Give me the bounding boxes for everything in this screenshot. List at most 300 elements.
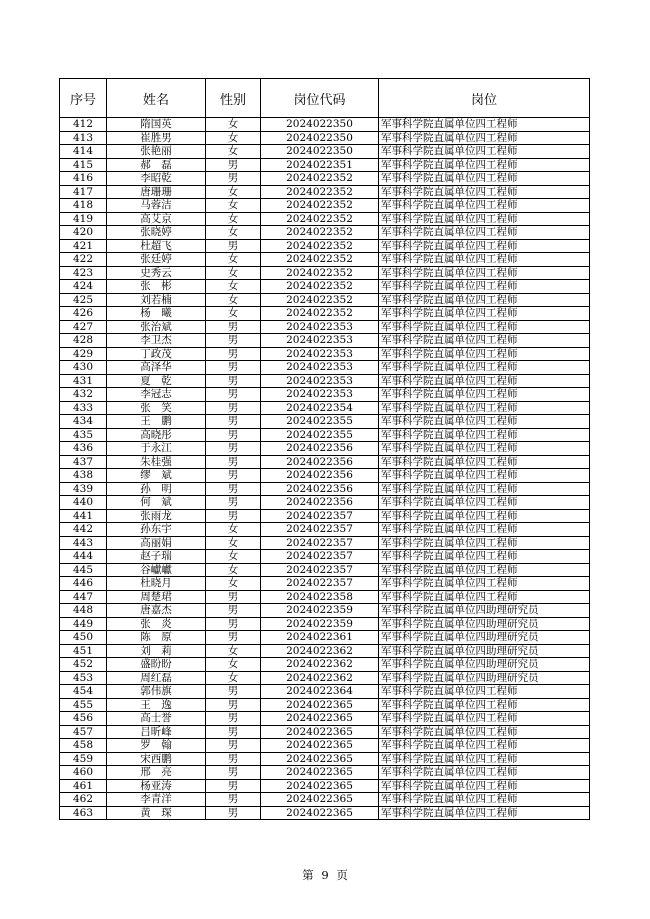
table-row <box>60 118 590 132</box>
table-row <box>60 428 590 442</box>
cell-post-code: 2024022353 <box>261 361 379 375</box>
cell-name: 张晓婷 <box>107 226 206 240</box>
cell-name: 邢 亮 <box>107 766 206 780</box>
cell-name: 盛盼盼 <box>107 658 206 672</box>
cell-name: 郭伟旗 <box>107 685 206 699</box>
table-row <box>60 806 590 820</box>
cell-post: 军事科学院直属单位四工程师 <box>379 766 590 780</box>
cell-serial: 454 <box>60 685 107 699</box>
cell-post-code: 2024022356 <box>261 442 379 456</box>
cell-post-code: 2024022357 <box>261 550 379 564</box>
cell-post: 军事科学院直属单位四工程师 <box>379 347 590 361</box>
table-row <box>60 226 590 240</box>
cell-post-code: 2024022352 <box>261 293 379 307</box>
cell-name: 张 笑 <box>107 401 206 415</box>
cell-post-code: 2024022355 <box>261 428 379 442</box>
cell-name: 王 逸 <box>107 698 206 712</box>
cell-post: 军事科学院直属单位四工程师 <box>379 779 590 793</box>
cell-name: 隋国英 <box>107 118 206 132</box>
table-row <box>60 712 590 726</box>
table-row <box>60 145 590 159</box>
table-row <box>60 644 590 658</box>
table-row <box>60 334 590 348</box>
cell-name: 李冠志 <box>107 388 206 402</box>
cell-post-code: 2024022362 <box>261 644 379 658</box>
cell-post: 军事科学院直属单位四工程师 <box>379 428 590 442</box>
cell-name: 缪 斌 <box>107 469 206 483</box>
cell-serial: 445 <box>60 563 107 577</box>
header-post-code: 岗位代码 <box>261 79 379 118</box>
cell-gender: 男 <box>206 388 261 402</box>
cell-serial: 419 <box>60 212 107 226</box>
cell-name: 张 炎 <box>107 617 206 631</box>
cell-serial: 414 <box>60 145 107 159</box>
roster-table <box>59 78 590 820</box>
cell-serial: 433 <box>60 401 107 415</box>
table-row <box>60 280 590 294</box>
page-prefix: 第 <box>302 868 314 882</box>
table-row <box>60 550 590 564</box>
cell-gender: 女 <box>206 226 261 240</box>
cell-post-code: 2024022357 <box>261 577 379 591</box>
cell-post-code: 2024022353 <box>261 388 379 402</box>
cell-post: 军事科学院直属单位四工程师 <box>379 172 590 186</box>
table-row <box>60 577 590 591</box>
cell-serial: 435 <box>60 428 107 442</box>
cell-post-code: 2024022358 <box>261 590 379 604</box>
header-serial: 序号 <box>60 79 107 118</box>
cell-name: 谷巘巘 <box>107 563 206 577</box>
cell-gender: 男 <box>206 374 261 388</box>
table-row <box>60 739 590 753</box>
cell-name: 赵子瑞 <box>107 550 206 564</box>
cell-serial: 453 <box>60 671 107 685</box>
table-row <box>60 293 590 307</box>
cell-post: 军事科学院直属单位四工程师 <box>379 469 590 483</box>
cell-gender: 女 <box>206 536 261 550</box>
cell-post-code: 2024022365 <box>261 752 379 766</box>
cell-post-code: 2024022365 <box>261 806 379 820</box>
cell-serial: 428 <box>60 334 107 348</box>
cell-serial: 458 <box>60 739 107 753</box>
cell-post: 军事科学院直属单位四工程师 <box>379 266 590 280</box>
cell-name: 刘 莉 <box>107 644 206 658</box>
cell-serial: 442 <box>60 523 107 537</box>
cell-name: 张 彬 <box>107 280 206 294</box>
cell-name: 张雨龙 <box>107 509 206 523</box>
cell-gender: 男 <box>206 334 261 348</box>
table-row <box>60 631 590 645</box>
cell-serial: 452 <box>60 658 107 672</box>
cell-gender: 男 <box>206 752 261 766</box>
cell-serial: 436 <box>60 442 107 456</box>
table-row <box>60 266 590 280</box>
table-row <box>60 199 590 213</box>
cell-gender: 男 <box>206 617 261 631</box>
cell-name: 丁政茂 <box>107 347 206 361</box>
table-row <box>60 698 590 712</box>
cell-gender: 男 <box>206 428 261 442</box>
cell-post: 军事科学院直属单位四工程师 <box>379 415 590 429</box>
cell-post-code: 2024022353 <box>261 374 379 388</box>
table-row <box>60 523 590 537</box>
cell-gender: 男 <box>206 766 261 780</box>
table-row <box>60 469 590 483</box>
cell-post: 军事科学院直属单位四工程师 <box>379 131 590 145</box>
cell-gender: 女 <box>206 266 261 280</box>
cell-post-code: 2024022352 <box>261 253 379 267</box>
cell-name: 马蓉洁 <box>107 199 206 213</box>
cell-name: 史秀云 <box>107 266 206 280</box>
cell-post: 军事科学院直属单位四工程师 <box>379 577 590 591</box>
cell-post: 军事科学院直属单位四工程师 <box>379 145 590 159</box>
cell-serial: 417 <box>60 185 107 199</box>
cell-serial: 438 <box>60 469 107 483</box>
cell-post-code: 2024022357 <box>261 509 379 523</box>
cell-name: 周红磊 <box>107 671 206 685</box>
cell-post-code: 2024022352 <box>261 266 379 280</box>
cell-post: 军事科学院直属单位四工程师 <box>379 239 590 253</box>
cell-name: 杨亚涛 <box>107 779 206 793</box>
cell-serial: 421 <box>60 239 107 253</box>
cell-name: 夏 乾 <box>107 374 206 388</box>
cell-serial: 439 <box>60 482 107 496</box>
table-body <box>60 118 590 820</box>
cell-post: 军事科学院直属单位四工程师 <box>379 550 590 564</box>
table-row <box>60 617 590 631</box>
cell-serial: 451 <box>60 644 107 658</box>
cell-gender: 女 <box>206 658 261 672</box>
cell-name: 高晓彤 <box>107 428 206 442</box>
cell-post: 军事科学院直属单位四工程师 <box>379 563 590 577</box>
cell-post-code: 2024022352 <box>261 185 379 199</box>
table-row <box>60 482 590 496</box>
cell-post: 军事科学院直属单位四工程师 <box>379 158 590 172</box>
cell-post: 军事科学院直属单位四助理研究员 <box>379 617 590 631</box>
cell-post: 军事科学院直属单位四工程师 <box>379 752 590 766</box>
cell-serial: 440 <box>60 496 107 510</box>
cell-name: 吕昕峰 <box>107 725 206 739</box>
cell-serial: 420 <box>60 226 107 240</box>
cell-serial: 434 <box>60 415 107 429</box>
cell-post: 军事科学院直属单位四工程师 <box>379 685 590 699</box>
cell-serial: 423 <box>60 266 107 280</box>
cell-post: 军事科学院直属单位四工程师 <box>379 725 590 739</box>
cell-serial: 444 <box>60 550 107 564</box>
cell-gender: 女 <box>206 523 261 537</box>
table-row <box>60 212 590 226</box>
cell-post-code: 2024022365 <box>261 779 379 793</box>
cell-post: 军事科学院直属单位四工程师 <box>379 212 590 226</box>
cell-post: 军事科学院直属单位四工程师 <box>379 455 590 469</box>
cell-gender: 男 <box>206 806 261 820</box>
cell-name: 高艾京 <box>107 212 206 226</box>
cell-post: 军事科学院直属单位四工程师 <box>379 199 590 213</box>
page-suffix: 页 <box>336 868 348 882</box>
cell-post-code: 2024022350 <box>261 118 379 132</box>
cell-gender: 男 <box>206 401 261 415</box>
cell-gender: 女 <box>206 577 261 591</box>
cell-gender: 女 <box>206 185 261 199</box>
cell-post: 军事科学院直属单位四工程师 <box>379 361 590 375</box>
header-row <box>60 79 590 118</box>
cell-post: 军事科学院直属单位四工程师 <box>379 739 590 753</box>
cell-serial: 412 <box>60 118 107 132</box>
header-gender: 性别 <box>206 79 261 118</box>
cell-post-code: 2024022359 <box>261 617 379 631</box>
cell-post: 军事科学院直属单位四工程师 <box>379 536 590 550</box>
cell-post: 军事科学院直属单位四工程师 <box>379 496 590 510</box>
cell-serial: 426 <box>60 307 107 321</box>
cell-serial: 429 <box>60 347 107 361</box>
table-row <box>60 766 590 780</box>
cell-post-code: 2024022350 <box>261 145 379 159</box>
cell-post: 军事科学院直属单位四工程师 <box>379 523 590 537</box>
table-row <box>60 320 590 334</box>
cell-post-code: 2024022355 <box>261 415 379 429</box>
cell-serial: 437 <box>60 455 107 469</box>
cell-name: 王 鹏 <box>107 415 206 429</box>
cell-gender: 女 <box>206 550 261 564</box>
cell-gender: 男 <box>206 725 261 739</box>
cell-gender: 男 <box>206 469 261 483</box>
cell-name: 陈 原 <box>107 631 206 645</box>
cell-gender: 女 <box>206 253 261 267</box>
cell-name: 于永江 <box>107 442 206 456</box>
cell-serial: 450 <box>60 631 107 645</box>
table-row <box>60 347 590 361</box>
cell-gender: 男 <box>206 779 261 793</box>
cell-gender: 女 <box>206 212 261 226</box>
cell-post: 军事科学院直属单位四工程师 <box>379 253 590 267</box>
cell-serial: 416 <box>60 172 107 186</box>
cell-serial: 459 <box>60 752 107 766</box>
cell-serial: 418 <box>60 199 107 213</box>
cell-gender: 男 <box>206 590 261 604</box>
cell-post-code: 2024022352 <box>261 212 379 226</box>
cell-post: 军事科学院直属单位四助理研究员 <box>379 631 590 645</box>
cell-post-code: 2024022356 <box>261 469 379 483</box>
table-row <box>60 239 590 253</box>
cell-gender: 女 <box>206 293 261 307</box>
cell-name: 孙 明 <box>107 482 206 496</box>
cell-name: 唐嘉杰 <box>107 604 206 618</box>
cell-name: 张艳丽 <box>107 145 206 159</box>
table-row <box>60 172 590 186</box>
table-row <box>60 590 590 604</box>
cell-gender: 男 <box>206 496 261 510</box>
cell-gender: 男 <box>206 442 261 456</box>
cell-post: 军事科学院直属单位四工程师 <box>379 509 590 523</box>
cell-serial: 448 <box>60 604 107 618</box>
cell-post-code: 2024022365 <box>261 793 379 807</box>
cell-post-code: 2024022352 <box>261 199 379 213</box>
table-row <box>60 442 590 456</box>
table-row <box>60 752 590 766</box>
header-post: 岗位 <box>379 79 590 118</box>
cell-gender: 男 <box>206 698 261 712</box>
cell-gender: 男 <box>206 158 261 172</box>
cell-post-code: 2024022356 <box>261 496 379 510</box>
cell-post-code: 2024022361 <box>261 631 379 645</box>
table-row <box>60 671 590 685</box>
table-row <box>60 253 590 267</box>
cell-serial: 422 <box>60 253 107 267</box>
cell-name: 周楚珺 <box>107 590 206 604</box>
cell-post: 军事科学院直属单位四工程师 <box>379 712 590 726</box>
cell-serial: 430 <box>60 361 107 375</box>
cell-post-code: 2024022351 <box>261 158 379 172</box>
cell-post: 军事科学院直属单位四工程师 <box>379 226 590 240</box>
cell-serial: 425 <box>60 293 107 307</box>
cell-serial: 447 <box>60 590 107 604</box>
cell-serial: 462 <box>60 793 107 807</box>
cell-gender: 男 <box>206 793 261 807</box>
table-row <box>60 415 590 429</box>
cell-post: 军事科学院直属单位四工程师 <box>379 590 590 604</box>
cell-name: 张治斌 <box>107 320 206 334</box>
cell-name: 高泽华 <box>107 361 206 375</box>
cell-post: 军事科学院直属单位四工程师 <box>379 698 590 712</box>
table-row <box>60 361 590 375</box>
cell-gender: 女 <box>206 671 261 685</box>
table-row <box>60 496 590 510</box>
cell-post-code: 2024022356 <box>261 482 379 496</box>
cell-gender: 男 <box>206 604 261 618</box>
cell-post: 军事科学院直属单位四工程师 <box>379 374 590 388</box>
cell-gender: 男 <box>206 239 261 253</box>
cell-post-code: 2024022357 <box>261 563 379 577</box>
table-row <box>60 388 590 402</box>
cell-post-code: 2024022352 <box>261 307 379 321</box>
cell-serial: 449 <box>60 617 107 631</box>
cell-gender: 男 <box>206 415 261 429</box>
cell-post-code: 2024022365 <box>261 712 379 726</box>
cell-name: 李青洋 <box>107 793 206 807</box>
table-row <box>60 185 590 199</box>
cell-serial: 413 <box>60 131 107 145</box>
cell-name: 李昭乾 <box>107 172 206 186</box>
cell-post: 军事科学院直属单位四工程师 <box>379 307 590 321</box>
cell-post-code: 2024022352 <box>261 226 379 240</box>
cell-post-code: 2024022365 <box>261 725 379 739</box>
cell-name: 李卫杰 <box>107 334 206 348</box>
cell-name: 罗 翰 <box>107 739 206 753</box>
cell-post: 军事科学院直属单位四工程师 <box>379 806 590 820</box>
cell-gender: 女 <box>206 131 261 145</box>
cell-post: 军事科学院直属单位四工程师 <box>379 280 590 294</box>
cell-serial: 424 <box>60 280 107 294</box>
cell-name: 孙东宇 <box>107 523 206 537</box>
cell-post: 军事科学院直属单位四工程师 <box>379 320 590 334</box>
cell-post-code: 2024022353 <box>261 320 379 334</box>
table-row <box>60 307 590 321</box>
cell-post: 军事科学院直属单位四工程师 <box>379 401 590 415</box>
cell-name: 黄 琛 <box>107 806 206 820</box>
cell-post: 军事科学院直属单位四工程师 <box>379 185 590 199</box>
table-row <box>60 131 590 145</box>
cell-serial: 432 <box>60 388 107 402</box>
cell-serial: 446 <box>60 577 107 591</box>
cell-serial: 463 <box>60 806 107 820</box>
cell-serial: 443 <box>60 536 107 550</box>
cell-post: 军事科学院直属单位四工程师 <box>379 388 590 402</box>
table-row <box>60 779 590 793</box>
cell-post-code: 2024022354 <box>261 401 379 415</box>
cell-post-code: 2024022357 <box>261 523 379 537</box>
cell-post-code: 2024022362 <box>261 658 379 672</box>
cell-post-code: 2024022365 <box>261 739 379 753</box>
page-footer <box>0 867 650 883</box>
cell-post-code: 2024022352 <box>261 172 379 186</box>
cell-post-code: 2024022356 <box>261 455 379 469</box>
cell-gender: 女 <box>206 307 261 321</box>
cell-serial: 441 <box>60 509 107 523</box>
cell-gender: 男 <box>206 455 261 469</box>
cell-post: 军事科学院直属单位四助理研究员 <box>379 604 590 618</box>
cell-serial: 457 <box>60 725 107 739</box>
cell-gender: 男 <box>206 320 261 334</box>
cell-gender: 男 <box>206 361 261 375</box>
cell-gender: 男 <box>206 712 261 726</box>
cell-serial: 415 <box>60 158 107 172</box>
table-row <box>60 793 590 807</box>
cell-name: 杜晓月 <box>107 577 206 591</box>
cell-gender: 男 <box>206 347 261 361</box>
cell-name: 唐珊珊 <box>107 185 206 199</box>
cell-post-code: 2024022352 <box>261 280 379 294</box>
cell-post-code: 2024022365 <box>261 766 379 780</box>
cell-gender: 女 <box>206 280 261 294</box>
cell-name: 高士誉 <box>107 712 206 726</box>
cell-serial: 455 <box>60 698 107 712</box>
cell-gender: 男 <box>206 631 261 645</box>
cell-name: 何 斌 <box>107 496 206 510</box>
cell-gender: 女 <box>206 563 261 577</box>
cell-name: 宋西鹏 <box>107 752 206 766</box>
cell-post-code: 2024022350 <box>261 131 379 145</box>
header-name: 姓名 <box>107 79 206 118</box>
cell-post-code: 2024022353 <box>261 334 379 348</box>
table-row <box>60 158 590 172</box>
cell-name: 张廷婷 <box>107 253 206 267</box>
cell-name: 杨 曦 <box>107 307 206 321</box>
cell-post: 军事科学院直属单位四工程师 <box>379 482 590 496</box>
cell-name: 刘若楠 <box>107 293 206 307</box>
cell-post: 军事科学院直属单位四助理研究员 <box>379 671 590 685</box>
cell-gender: 女 <box>206 118 261 132</box>
cell-serial: 460 <box>60 766 107 780</box>
table-row <box>60 509 590 523</box>
cell-post-code: 2024022357 <box>261 536 379 550</box>
cell-gender: 男 <box>206 172 261 186</box>
cell-gender: 男 <box>206 482 261 496</box>
cell-post: 军事科学院直属单位四工程师 <box>379 793 590 807</box>
table-row <box>60 374 590 388</box>
cell-name: 杜超飞 <box>107 239 206 253</box>
cell-gender: 男 <box>206 739 261 753</box>
cell-name: 朱桂强 <box>107 455 206 469</box>
table-row <box>60 455 590 469</box>
cell-gender: 女 <box>206 644 261 658</box>
cell-post: 军事科学院直属单位四助理研究员 <box>379 658 590 672</box>
cell-post-code: 2024022362 <box>261 671 379 685</box>
table-row <box>60 685 590 699</box>
cell-post-code: 2024022353 <box>261 347 379 361</box>
cell-serial: 431 <box>60 374 107 388</box>
cell-name: 高丽娟 <box>107 536 206 550</box>
table-row <box>60 536 590 550</box>
